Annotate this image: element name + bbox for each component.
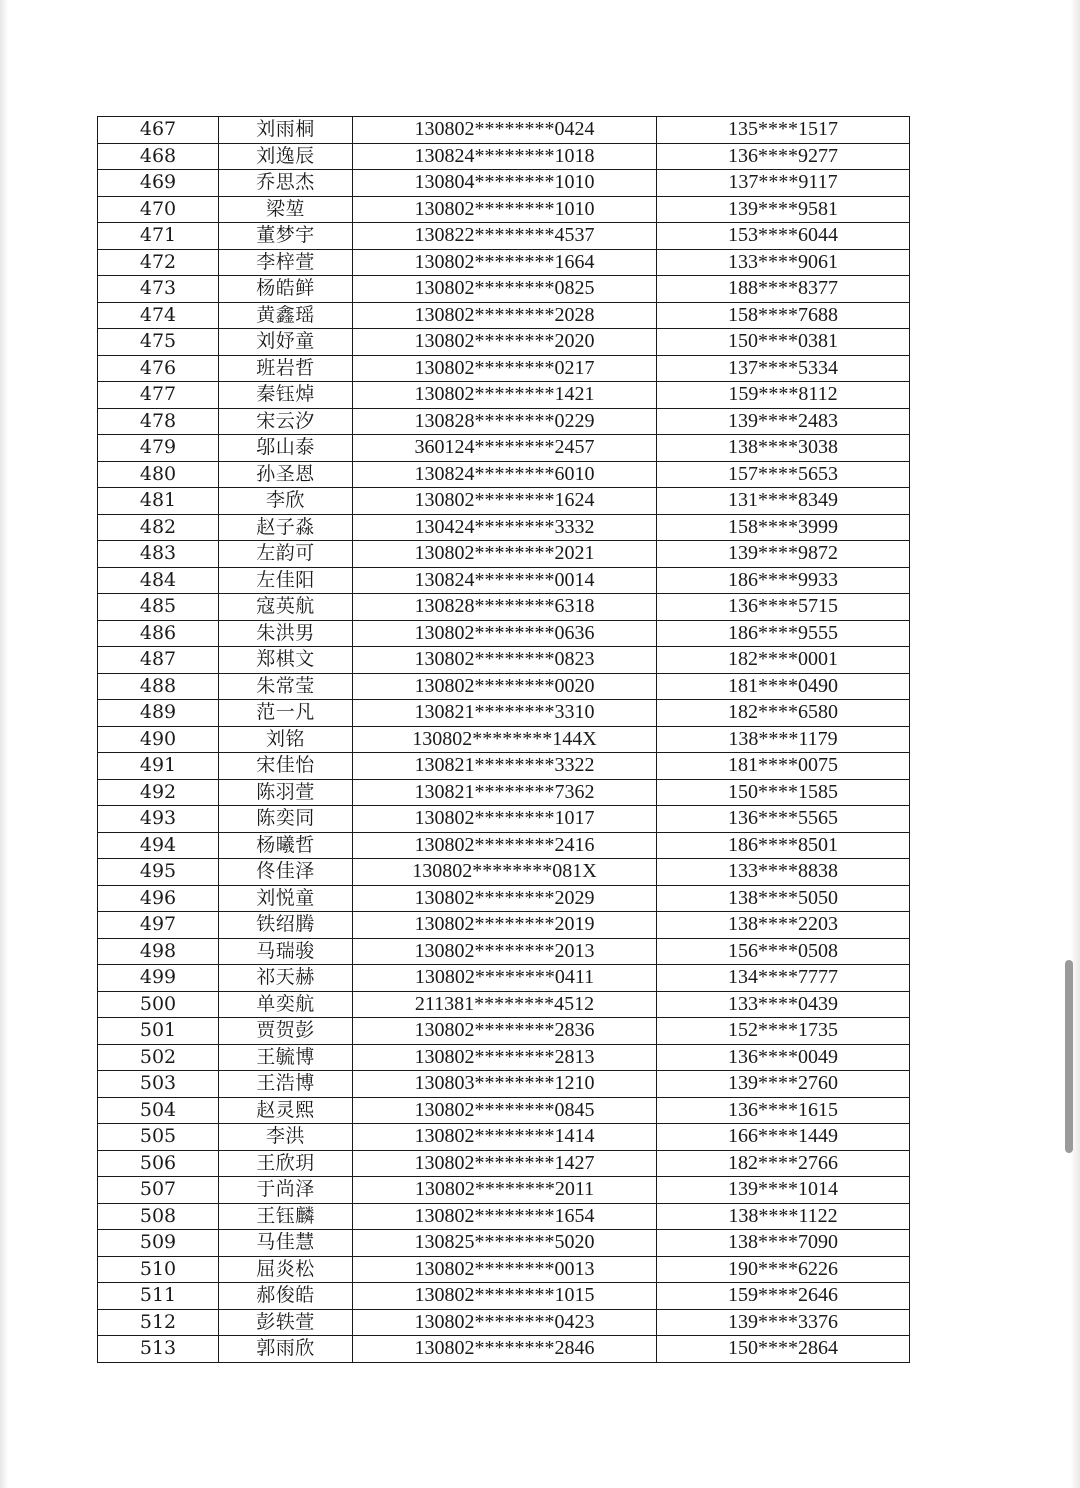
table-row: [98, 965, 910, 992]
phone-cell: 152****1735: [657, 1018, 910, 1045]
row-number-cell: 510: [98, 1256, 219, 1283]
id-number-cell: 130802********0217: [353, 355, 657, 382]
name-cell: 贾贺彭: [219, 1018, 353, 1045]
name-cell: 黄鑫瑶: [219, 302, 353, 329]
name-cell: 孙圣恩: [219, 461, 353, 488]
row-number-cell: 487: [98, 647, 219, 674]
row-number-cell: 468: [98, 143, 219, 170]
id-number-cell: 130802********1427: [353, 1150, 657, 1177]
phone-cell: 136****0049: [657, 1044, 910, 1071]
page-edge-shadow-left: [0, 0, 8, 1488]
id-number-cell: 130802********0013: [353, 1256, 657, 1283]
row-number-cell: 488: [98, 673, 219, 700]
id-number-cell: 130802********2029: [353, 885, 657, 912]
name-cell: 李梓萱: [219, 249, 353, 276]
row-number-cell: 477: [98, 382, 219, 409]
row-number-cell: 471: [98, 223, 219, 250]
table-row: [98, 753, 910, 780]
row-number-cell: 507: [98, 1177, 219, 1204]
table-row: [98, 1336, 910, 1363]
table-row: [98, 726, 910, 753]
id-number-cell: 130802********1664: [353, 249, 657, 276]
table-row: [98, 700, 910, 727]
name-cell: 左佳阳: [219, 567, 353, 594]
table-row: [98, 1177, 910, 1204]
row-number-cell: 475: [98, 329, 219, 356]
row-number-cell: 478: [98, 408, 219, 435]
id-number-cell: 211381********4512: [353, 991, 657, 1018]
row-number-cell: 473: [98, 276, 219, 303]
name-cell: 宋佳怡: [219, 753, 353, 780]
phone-cell: 138****3038: [657, 435, 910, 462]
table-row: [98, 1309, 910, 1336]
name-cell: 彭轶萱: [219, 1309, 353, 1336]
table-row: [98, 1044, 910, 1071]
id-number-cell: 130821********3322: [353, 753, 657, 780]
id-number-cell: 130802********2020: [353, 329, 657, 356]
id-number-cell: 130804********1010: [353, 170, 657, 197]
id-number-cell: 130802********1421: [353, 382, 657, 409]
table-row: [98, 223, 910, 250]
phone-cell: 186****8501: [657, 832, 910, 859]
table-row: [98, 991, 910, 1018]
row-number-cell: 490: [98, 726, 219, 753]
row-number-cell: 492: [98, 779, 219, 806]
phone-cell: 158****7688: [657, 302, 910, 329]
id-number-cell: 130802********2021: [353, 541, 657, 568]
id-number-cell: 130824********6010: [353, 461, 657, 488]
row-number-cell: 484: [98, 567, 219, 594]
row-number-cell: 508: [98, 1203, 219, 1230]
row-number-cell: 504: [98, 1097, 219, 1124]
name-cell: 王钰麟: [219, 1203, 353, 1230]
row-number-cell: 467: [98, 117, 219, 144]
row-number-cell: 480: [98, 461, 219, 488]
table-row: [98, 567, 910, 594]
name-cell: 左韵可: [219, 541, 353, 568]
phone-cell: 139****2760: [657, 1071, 910, 1098]
name-cell: 王浩博: [219, 1071, 353, 1098]
id-number-cell: 130802********144X: [353, 726, 657, 753]
phone-cell: 133****0439: [657, 991, 910, 1018]
phone-cell: 139****9872: [657, 541, 910, 568]
id-number-cell: 130802********0636: [353, 620, 657, 647]
table-row: [98, 779, 910, 806]
phone-cell: 156****0508: [657, 938, 910, 965]
name-cell: 邬山泰: [219, 435, 353, 462]
name-cell: 王毓博: [219, 1044, 353, 1071]
row-number-cell: 486: [98, 620, 219, 647]
phone-cell: 153****6044: [657, 223, 910, 250]
phone-cell: 182****6580: [657, 700, 910, 727]
row-number-cell: 501: [98, 1018, 219, 1045]
id-number-cell: 130802********0020: [353, 673, 657, 700]
phone-cell: 182****2766: [657, 1150, 910, 1177]
phone-cell: 138****2203: [657, 912, 910, 939]
id-number-cell: 130802********2813: [353, 1044, 657, 1071]
phone-cell: 136****9277: [657, 143, 910, 170]
id-number-cell: 130802********1015: [353, 1283, 657, 1310]
table-row: [98, 620, 910, 647]
name-cell: 朱洪男: [219, 620, 353, 647]
table-row: [98, 1256, 910, 1283]
phone-cell: 136****5565: [657, 806, 910, 833]
name-cell: 李欣: [219, 488, 353, 515]
row-number-cell: 483: [98, 541, 219, 568]
table-row: [98, 514, 910, 541]
name-cell: 郑棋文: [219, 647, 353, 674]
row-number-cell: 485: [98, 594, 219, 621]
row-number-cell: 482: [98, 514, 219, 541]
name-cell: 班岩哲: [219, 355, 353, 382]
table-row: [98, 382, 910, 409]
table-row: [98, 276, 910, 303]
id-number-cell: 130824********0014: [353, 567, 657, 594]
table-row: [98, 938, 910, 965]
row-number-cell: 505: [98, 1124, 219, 1151]
phone-cell: 150****0381: [657, 329, 910, 356]
phone-cell: 136****5715: [657, 594, 910, 621]
id-number-cell: 130828********0229: [353, 408, 657, 435]
phone-cell: 159****8112: [657, 382, 910, 409]
id-number-cell: 130802********0845: [353, 1097, 657, 1124]
row-number-cell: 470: [98, 196, 219, 223]
row-number-cell: 491: [98, 753, 219, 780]
row-number-cell: 498: [98, 938, 219, 965]
phone-cell: 134****7777: [657, 965, 910, 992]
name-cell: 杨皓鲜: [219, 276, 353, 303]
table-row: [98, 488, 910, 515]
table-row: [98, 143, 910, 170]
phone-cell: 139****9581: [657, 196, 910, 223]
name-cell: 屈炎松: [219, 1256, 353, 1283]
name-cell: 朱常莹: [219, 673, 353, 700]
row-number-cell: 500: [98, 991, 219, 1018]
table-row: [98, 461, 910, 488]
roster-table: [97, 116, 910, 1363]
id-number-cell: 130802********0823: [353, 647, 657, 674]
row-number-cell: 512: [98, 1309, 219, 1336]
phone-cell: 138****7090: [657, 1230, 910, 1257]
row-number-cell: 472: [98, 249, 219, 276]
phone-cell: 137****5334: [657, 355, 910, 382]
table-row: [98, 594, 910, 621]
table-row: [98, 329, 910, 356]
row-number-cell: 509: [98, 1230, 219, 1257]
name-cell: 马佳慧: [219, 1230, 353, 1257]
table-row: [98, 673, 910, 700]
table-row: [98, 196, 910, 223]
id-number-cell: 130802********0411: [353, 965, 657, 992]
id-number-cell: 130828********6318: [353, 594, 657, 621]
phone-cell: 136****1615: [657, 1097, 910, 1124]
id-number-cell: 130802********1414: [353, 1124, 657, 1151]
id-number-cell: 130822********4537: [353, 223, 657, 250]
table-row: [98, 1018, 910, 1045]
phone-cell: 139****3376: [657, 1309, 910, 1336]
id-number-cell: 130821********3310: [353, 700, 657, 727]
id-number-cell: 130825********5020: [353, 1230, 657, 1257]
name-cell: 郝俊皓: [219, 1283, 353, 1310]
id-number-cell: 130802********2013: [353, 938, 657, 965]
table-row: [98, 355, 910, 382]
id-number-cell: 130802********1017: [353, 806, 657, 833]
row-number-cell: 503: [98, 1071, 219, 1098]
table-row: [98, 117, 910, 144]
id-number-cell: 130802********1654: [353, 1203, 657, 1230]
id-number-cell: 130824********1018: [353, 143, 657, 170]
name-cell: 范一凡: [219, 700, 353, 727]
phone-cell: 166****1449: [657, 1124, 910, 1151]
table-row: [98, 249, 910, 276]
table-row: [98, 885, 910, 912]
phone-cell: 157****5653: [657, 461, 910, 488]
phone-cell: 137****9117: [657, 170, 910, 197]
table-row: [98, 1071, 910, 1098]
table-row: [98, 647, 910, 674]
row-number-cell: 476: [98, 355, 219, 382]
table-row: [98, 912, 910, 939]
name-cell: 祁天赫: [219, 965, 353, 992]
table-row: [98, 832, 910, 859]
name-cell: 刘铭: [219, 726, 353, 753]
id-number-cell: 130802********2019: [353, 912, 657, 939]
table-row: [98, 435, 910, 462]
id-number-cell: 130802********081X: [353, 859, 657, 886]
name-cell: 秦钰焯: [219, 382, 353, 409]
row-number-cell: 502: [98, 1044, 219, 1071]
name-cell: 杨曦哲: [219, 832, 353, 859]
table-row: [98, 1230, 910, 1257]
phone-cell: 188****8377: [657, 276, 910, 303]
id-number-cell: 130802********2028: [353, 302, 657, 329]
phone-cell: 135****1517: [657, 117, 910, 144]
phone-cell: 181****0075: [657, 753, 910, 780]
phone-cell: 190****6226: [657, 1256, 910, 1283]
table-row: [98, 806, 910, 833]
phone-cell: 131****8349: [657, 488, 910, 515]
table-row: [98, 1203, 910, 1230]
id-number-cell: 130802********2836: [353, 1018, 657, 1045]
id-number-cell: 130802********0825: [353, 276, 657, 303]
row-number-cell: 479: [98, 435, 219, 462]
row-number-cell: 494: [98, 832, 219, 859]
name-cell: 董梦宇: [219, 223, 353, 250]
scrollbar-track[interactable]: [1062, 0, 1074, 1488]
phone-cell: 138****1179: [657, 726, 910, 753]
row-number-cell: 506: [98, 1150, 219, 1177]
name-cell: 郭雨欣: [219, 1336, 353, 1363]
row-number-cell: 469: [98, 170, 219, 197]
id-number-cell: 130803********1210: [353, 1071, 657, 1098]
name-cell: 单奕航: [219, 991, 353, 1018]
id-number-cell: 130802********1624: [353, 488, 657, 515]
id-number-cell: 130802********0423: [353, 1309, 657, 1336]
phone-cell: 186****9933: [657, 567, 910, 594]
phone-cell: 182****0001: [657, 647, 910, 674]
table-row: [98, 408, 910, 435]
name-cell: 梁堃: [219, 196, 353, 223]
name-cell: 陈奕同: [219, 806, 353, 833]
id-number-cell: 130802********2416: [353, 832, 657, 859]
name-cell: 乔思杰: [219, 170, 353, 197]
phone-cell: 186****9555: [657, 620, 910, 647]
name-cell: 刘逸辰: [219, 143, 353, 170]
row-number-cell: 474: [98, 302, 219, 329]
name-cell: 铁绍腾: [219, 912, 353, 939]
name-cell: 马瑞骏: [219, 938, 353, 965]
row-number-cell: 511: [98, 1283, 219, 1310]
row-number-cell: 493: [98, 806, 219, 833]
row-number-cell: 497: [98, 912, 219, 939]
name-cell: 王欣玥: [219, 1150, 353, 1177]
scrollbar-thumb[interactable]: [1065, 960, 1073, 1153]
name-cell: 寇英航: [219, 594, 353, 621]
phone-cell: 181****0490: [657, 673, 910, 700]
name-cell: 李洪: [219, 1124, 353, 1151]
id-number-cell: 130424********3332: [353, 514, 657, 541]
name-cell: 赵灵熙: [219, 1097, 353, 1124]
name-cell: 刘雨桐: [219, 117, 353, 144]
row-number-cell: 499: [98, 965, 219, 992]
table-row: [98, 302, 910, 329]
phone-cell: 158****3999: [657, 514, 910, 541]
table-row: [98, 1150, 910, 1177]
id-number-cell: 130802********2011: [353, 1177, 657, 1204]
row-number-cell: 489: [98, 700, 219, 727]
phone-cell: 138****1122: [657, 1203, 910, 1230]
id-number-cell: 130802********0424: [353, 117, 657, 144]
id-number-cell: 130821********7362: [353, 779, 657, 806]
phone-cell: 150****1585: [657, 779, 910, 806]
id-number-cell: 130802********1010: [353, 196, 657, 223]
table-row: [98, 1097, 910, 1124]
name-cell: 刘妤童: [219, 329, 353, 356]
table-row: [98, 1124, 910, 1151]
phone-cell: 139****1014: [657, 1177, 910, 1204]
phone-cell: 159****2646: [657, 1283, 910, 1310]
name-cell: 陈羽萱: [219, 779, 353, 806]
table-row: [98, 1283, 910, 1310]
table-row: [98, 170, 910, 197]
table-row: [98, 859, 910, 886]
phone-cell: 139****2483: [657, 408, 910, 435]
id-number-cell: 360124********2457: [353, 435, 657, 462]
id-number-cell: 130802********2846: [353, 1336, 657, 1363]
name-cell: 佟佳泽: [219, 859, 353, 886]
phone-cell: 150****2864: [657, 1336, 910, 1363]
name-cell: 于尚泽: [219, 1177, 353, 1204]
phone-cell: 133****8838: [657, 859, 910, 886]
table-row: [98, 541, 910, 568]
roster-table-body: [98, 117, 910, 1363]
row-number-cell: 481: [98, 488, 219, 515]
row-number-cell: 513: [98, 1336, 219, 1363]
name-cell: 赵子淼: [219, 514, 353, 541]
name-cell: 刘悦童: [219, 885, 353, 912]
phone-cell: 138****5050: [657, 885, 910, 912]
row-number-cell: 496: [98, 885, 219, 912]
name-cell: 宋云汐: [219, 408, 353, 435]
phone-cell: 133****9061: [657, 249, 910, 276]
row-number-cell: 495: [98, 859, 219, 886]
